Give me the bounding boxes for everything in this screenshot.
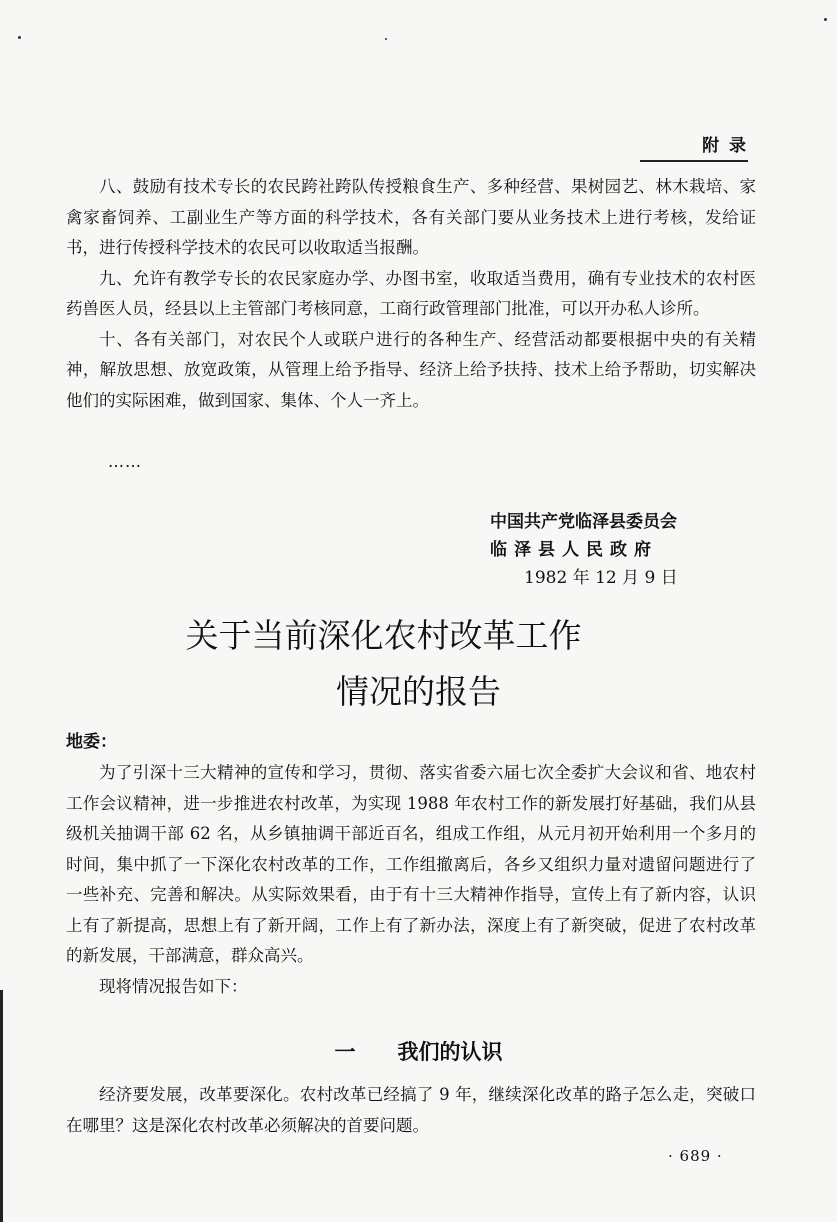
section-paragraph: 经济要发展，改革要深化。农村改革已经搞了 9 年，继续深化改革的路子怎么走，突破口在哪里？这是深化农村改革必须解决的首要问题。 [66,1085,756,1135]
appendix-header: 附 录 [640,131,748,162]
report-intro [66,758,756,1002]
salutation: 地委： [66,732,117,752]
report-title [0,608,837,720]
scan-edge-shadow [0,990,3,1222]
report-title-line1: 关于当前深化农村改革工作 [185,616,582,655]
section-body [66,1080,756,1141]
page-number: · 689 · [668,1147,723,1165]
scan-speck [385,38,387,40]
omission-ellipsis: …… [108,452,142,471]
scan-speck [824,18,827,21]
provision-nine: 九、允许有教学专长的农民家庭办学、办图书室，收取适当费用，确有专业技术的农村医药兽医人员，经县以上主管部门考核同意，工商行政管理部门批准，可以开办私人诊所。 [66,268,756,318]
report-lead-in: 现将情况报告如下： [99,976,248,996]
intro-paragraph: 为了引深十三大精神的宣传和学习，贯彻、落实省委六届七次全委扩大会议和省、地农村工作会议精神，进一步推进农村改革，为实现 1988 年农村工作的新发展打好基础，我们从县级机关抽调干部 62 名，从乡镇抽调干部近百名，组成工作组，从元月初开始利用一个多月的时间，集中抓了一下深化农村改革的工作，工作组撤离后，各乡又组织力量对遗留问题进行了一些补充、完善和解决。从实际效果看，由于有十三大精神作指导，宣传上有了新内容，认识上有了新提高，思想上有了新开阔，工作上有了新办法，深度上有了新突破，促进了农村改革的新发展，干部满意，群众高兴。 [66,763,756,965]
report-title-line2: 情况的报告 [336,672,501,711]
signature-block [490,508,678,592]
section-number: 一 [334,1040,356,1064]
section-heading [0,1036,837,1066]
provision-eight: 八、鼓励有技术专长的农民跨社跨队传授粮食生产、多种经营、果树园艺、林木栽培、家禽家畜饲养、工副业生产等方面的科学技术，各有关部门要从业务技术上进行考核，发给证书，进行传授科学技术的农民可以收取适当报酬。 [66,177,756,257]
appendix-provisions [66,172,756,416]
provision-ten: 十、各有关部门，对农民个人或联户进行的各种生产、经营活动都要根据中央的有关精神，解放思想、放宽政策，从管理上给予指导、经济上给予扶持、技术上给予帮助，切实解决他们的实际困难，做到国家、集体、个人一齐上。 [66,329,756,410]
signature-county-government: 临泽县人民政府 [490,540,658,560]
scan-speck [18,36,21,39]
signature-date: 1982 年 12 月 9 日 [524,568,678,588]
section-title: 我们的认识 [397,1040,503,1064]
signature-party-committee: 中国共产党临泽县委员会 [490,512,677,532]
